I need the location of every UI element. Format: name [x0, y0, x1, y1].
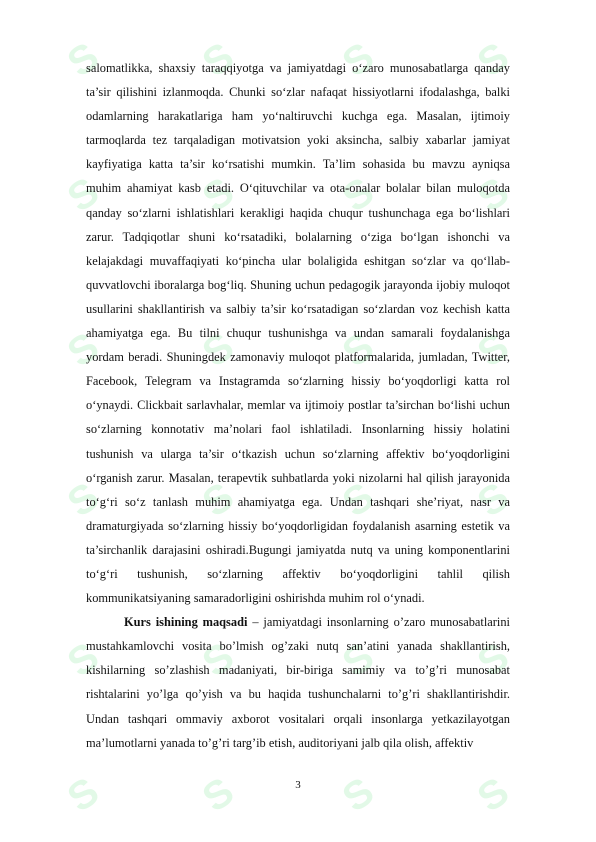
watermark-mark: S — [194, 169, 242, 221]
watermark-mark: S — [469, 769, 517, 821]
watermark-mark: S — [334, 34, 382, 86]
page-number: 3 — [295, 779, 301, 791]
watermark-mark: S — [194, 324, 242, 376]
document-body — [86, 56, 510, 755]
course-goal-paragraph — [86, 610, 510, 755]
watermark-mark: S — [59, 474, 107, 526]
watermark-mark: S — [59, 34, 107, 86]
watermark-mark: S — [59, 769, 107, 821]
watermark-mark: S — [469, 169, 517, 221]
watermark-mark: S — [469, 324, 517, 376]
watermark-mark: S — [334, 169, 382, 221]
watermark-mark: S — [59, 169, 107, 221]
course-goal-text: – jamiyatdagi insonlarning o’zaro munosabatlarini mustahkamlovchi vosita bo’lmish og’zaki nutq san’atini yanada shakllantirish, kishilarning so’zlashish madaniyati, bir-biriga samimiy va to’g’ri munosabat rishtalarini yo’lga qo’yish va bu haqida tushunchalarni to’g’ri shakllantirishdir. Undan tashqari ommaviy axborot vositalari orqali insonlarga yetkazilayotgan ma’lumotlarni yanada to’g’ri targ’ib etish, auditoriyani jalb qila olish, affektiv — [86, 615, 510, 750]
watermark-mark: S — [469, 34, 517, 86]
watermark-mark: S — [59, 324, 107, 376]
watermark-mark: S — [334, 474, 382, 526]
watermark-mark: S — [194, 474, 242, 526]
watermark-mark: S — [59, 634, 107, 686]
watermark-mark: S — [469, 474, 517, 526]
watermark-mark: S — [334, 634, 382, 686]
body-paragraph: salomatlikka, shaxsiy taraqqiyotga va jamiyatdagi o‘zaro munosabatlarga qanday ta’sir qilishini izlanmoqda. Chunki so‘zlar nafaqat hissiyotlarni ifodalashga, balki odamlarning harakatlariga ham yo‘naltiruvchi kuchga ega. Masalan, ijtimoiy tarmoqlarda tez tarqaladigan motivatsion yoki aksincha, salbiy xabarlar jamiyat kayfiyatiga katta ta’sir ko‘rsatishi mumkin. Ta’lim sohasida bu mavzu ayniqsa muhim ahamiyat kasb etadi. O‘qituvchilar va ota-onalar bolalar bilan muloqotda qanday so‘zlarni ishlatishlari kerakligi haqida chuqur tushunchaga ega bo‘lishlari zarur. Tadqiqotlar shuni ko‘rsatadiki, bolalarning o‘ziga bo‘lgan ishonchi va kelajakdagi muvaffaqiyati ko‘pincha ular bolaligida eshitgan so‘zlar va qo‘llab-quvvatlovchi iboralarga bog‘liq. Shuning uchun pedagogik jarayonda ijobiy muloqot usullarini shakllantirish va salbiy ta’sir ko‘rsatadigan so‘zlardan voz kechish katta ahamiyatga ega. Bu tilni chuqur tushunishga va undan samarali foydalanishga yordam beradi. Shuningdek zamonaviy muloqot platformalarida, jumladan, Twitter, Facebook, Telegram va Instagramda so‘zlarning hissiy bo‘yoqdorligi katta rol o‘ynaydi. Clickbait sarlavhalar, memlar va ijtimoiy postlar ta’sirchan bo‘lishi uchun so‘zlarning konnotativ ma’nolari faol ishlatiladi. Insonlarning hissiy holatini tushunish va ularga ta’sir o‘tkazish uchun so‘zlarning affektiv bo‘yoqdorligini o‘rganish zarur. Masalan, terapevtik suhbatlarda yoki nizolarni hal qilish jarayonida to‘g‘ri so‘z tanlash muhim ahamiyatga ega. Undan tashqari she’riyat, nasr va dramaturgiyada so‘zlarning hissiy bo‘yoqdorligidan foydalanish asarning estetik va ta’sirchanlik darajasini oshiradi.Bugungi jamiyatda nutq va uning komponentlarini to‘g‘ri tushunish, so‘zlarning affektiv bo‘yoqdorligini tahlil qilish kommunikatsiyaning samaradorligini oshirishda muhim rol o‘ynadi. — [86, 61, 510, 606]
watermark-mark: S — [334, 769, 382, 821]
watermark-mark: S — [194, 34, 242, 86]
watermark-mark: S — [194, 769, 242, 821]
watermark-mark: S — [469, 634, 517, 686]
course-goal-heading: Kurs ishining maqsadi — [124, 615, 248, 630]
watermark-mark: S — [334, 324, 382, 376]
watermark-mark: S — [194, 634, 242, 686]
